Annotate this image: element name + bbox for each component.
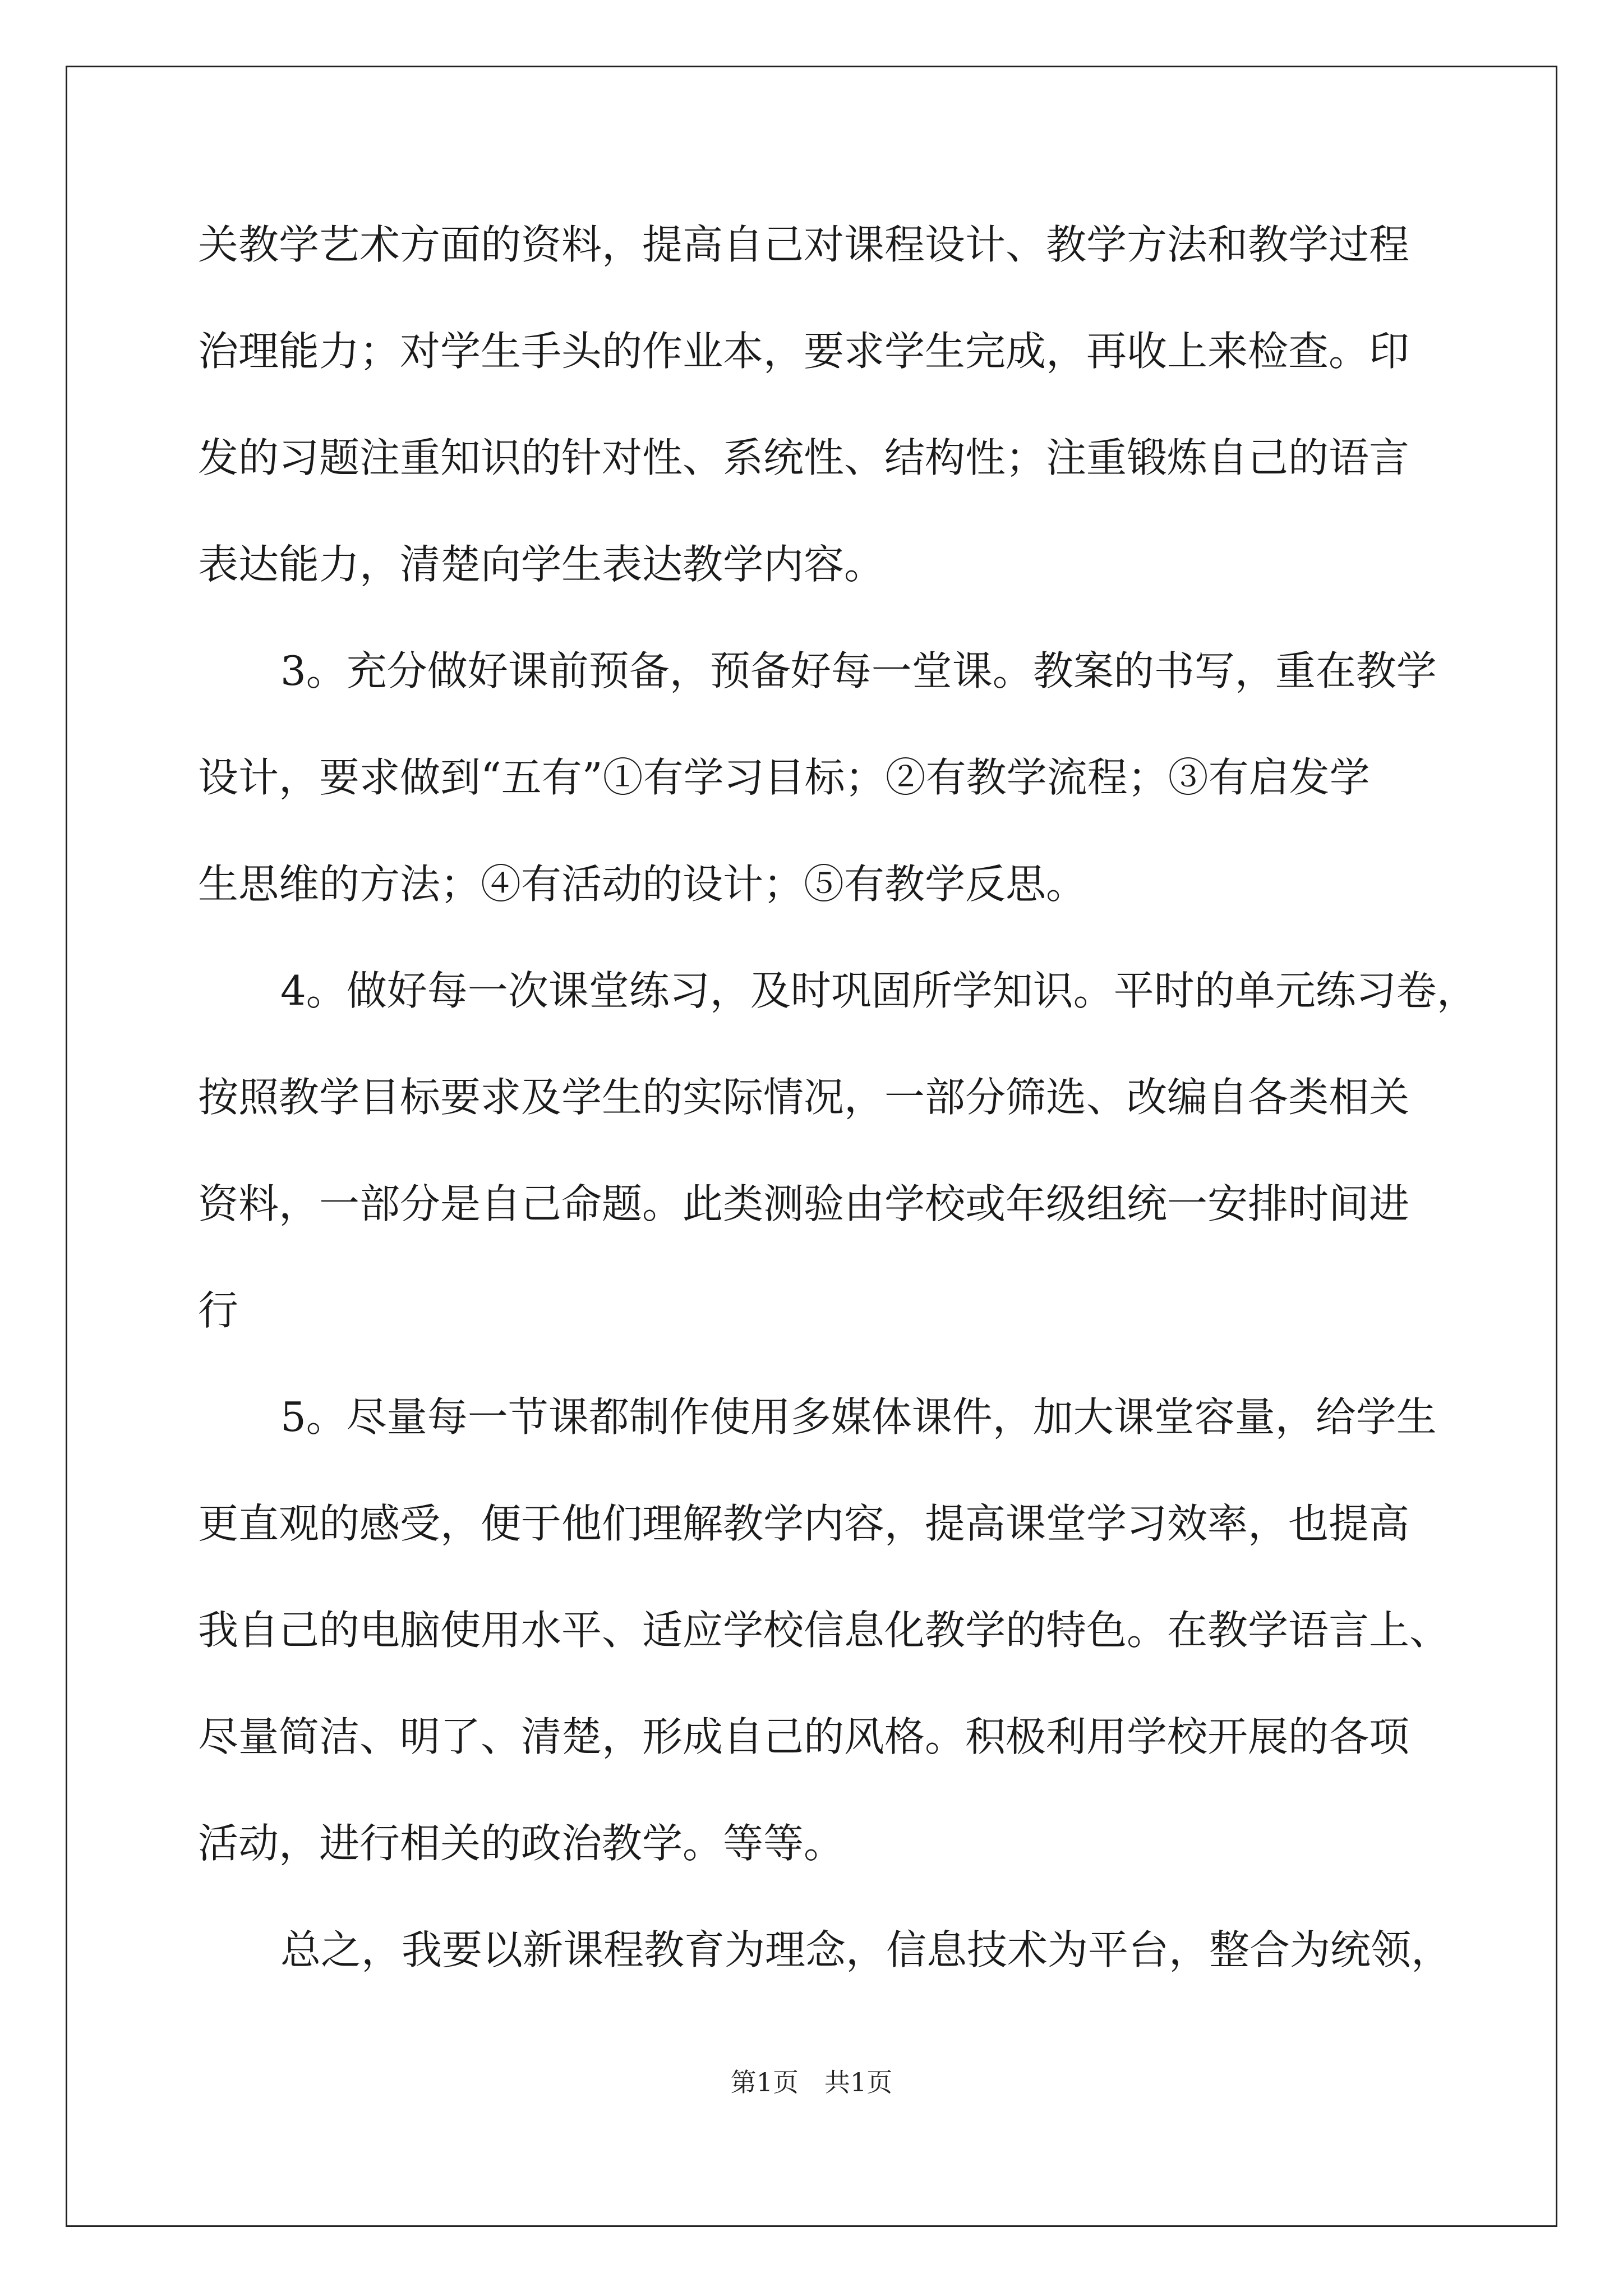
text-line: 4。做好每一次课堂练习，及时巩固所学知识。平时的单元练习卷， [280, 967, 1477, 1014]
text-line: 发的习题注重知识的针对性、系统性、结构性；注重锻炼自己的语言 [198, 434, 1410, 481]
page-total: 共1页 [824, 2067, 893, 2097]
page-number: 第1页 [730, 2067, 799, 2097]
text-line: 尽量简洁、明了、清楚，形成自己的风格。积极利用学校开展的各项 [198, 1713, 1410, 1760]
text-line: 治理能力；对学生手头的作业本，要求学生完成，再收上来检查。印 [198, 328, 1410, 375]
page-footer [0, 2065, 1623, 2099]
text-line: 资料，一部分是自己命题。此类测验由学校或年级组统一安排时间进 [198, 1180, 1410, 1227]
text-line: 生思维的方法；④有活动的设计；⑤有教学反思。 [198, 861, 1087, 908]
text-line: 更直观的感受，便于他们理解教学内容，提高课堂学习效率，也提高 [198, 1500, 1410, 1547]
text-line: 活动，进行相关的政治教学。等等。 [198, 1820, 845, 1867]
text-line: 设计，要求做到“五有”①有学习目标；②有教学流程；③有启发学 [198, 754, 1370, 801]
text-line: 按照教学目标要求及学生的实际情况，一部分筛选、改编自各类相关 [198, 1074, 1410, 1121]
page-border [66, 66, 1557, 2227]
text-line: 总之，我要以新课程教育为理念，信息技术为平台，整合为统领， [280, 1926, 1452, 1973]
text-line: 5。尽量每一节课都制作使用多媒体课件，加大课堂容量，给学生 [280, 1393, 1437, 1441]
text-line: 行 [198, 1287, 239, 1334]
text-line: 表达能力，清楚向学生表达教学内容。 [198, 541, 885, 588]
text-line: 关教学艺术方面的资料，提高自己对课程设计、教学方法和教学过程 [198, 221, 1410, 268]
text-line: 我自己的电脑使用水平、适应学校信息化教学的特色。在教学语言上、 [198, 1607, 1450, 1654]
text-line: 3。充分做好课前预备，预备好每一堂课。教案的书写，重在教学 [280, 647, 1437, 694]
